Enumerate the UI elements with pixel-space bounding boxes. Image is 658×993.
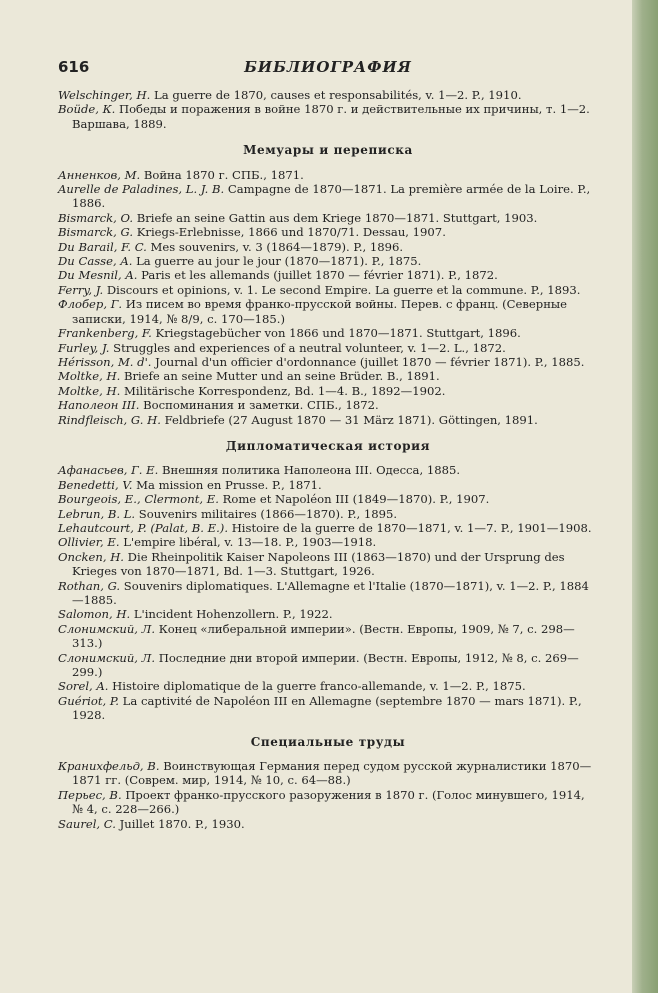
entry-author: Sorel, A. [58,679,109,694]
bibliography-entry [58,694,598,723]
entry-text: La captivité de Napoléon III en Allemagne (septembre 1870 — mars 1871). P., 1928. [72,693,582,723]
entry-author: Rindfleisch, G. H. [58,412,161,427]
entry-text: Souvenirs militaires (1866—1870). P., 1895. [135,506,398,521]
entry-text: Campagne de 1870—1871. La première armée de la Loire. P., 1886. [72,182,591,211]
entry-text: Militärische Korrespondenz, Bd. 1—4. B., 1892—1902. [120,383,446,398]
bibliography-entry [58,240,598,254]
bibliography-entry [58,651,598,680]
entry-author: Ferry, J. [58,282,104,297]
entry-author: Bismarck, O. [58,210,134,225]
entry-author: Furley, J. [58,340,110,355]
bibliography-entry [58,550,598,579]
entry-author: Welschinger, H. [58,88,151,102]
bibliography-entry [58,579,598,608]
entry-text: Feldbriefe (27 August 1870 — 31 März 1871). Göttingen, 1891. [160,412,538,427]
bibliography-entry [58,817,598,831]
bibliography-entry [58,168,598,182]
entry-text: Mes souvenirs, v. 3 (1864—1879). P., 1896. [146,239,404,254]
entry-text: Rome et Napoléon III (1849—1870). P., 1907. [218,492,490,507]
bibliography-entry [58,507,598,521]
entry-author: Слонимский, Л. [58,650,156,665]
entry-author: Frankenberg, F. [58,326,152,341]
entry-author: Moltke, H. [58,369,121,384]
bibliography-entry [58,413,598,427]
entry-text: L'incident Hohenzollern. P., 1922. [130,607,333,622]
bibliography-entry [58,283,598,297]
entry-text: Конец «либеральной империи». (Вестн. Европы, 1909, № 7, с. 298—313.) [72,621,575,651]
entry-text: Histoire diplomatique de la guerre franco-allemande, v. 1—2. P., 1875. [108,679,526,694]
entry-author: Moltke, H. [58,383,121,398]
bibliography-entry [58,759,598,788]
entry-author: Benedetti, V. [58,477,133,492]
bibliography-entry [58,355,598,369]
page-number: 616 [58,58,90,76]
entry-text: Последние дни второй империи. (Вестн. Европы, 1912, № 8, с. 269—299.) [72,650,579,680]
bibliography-entry [58,622,598,651]
section-heading: Мемуары и переписка [243,143,413,158]
entry-author: Oncken, H. [58,549,124,564]
entry-text: Discours et opinions, v. 1. Le second Empire. La guerre et la commune. P., 1893. [103,282,581,297]
bibliography-entry [58,182,598,211]
bibliography-entry [58,297,598,326]
section-heading: Дипломатическая история [225,438,431,453]
entry-author: Афанасьев, Г. Е. [58,463,159,478]
entry-author: Анненков, М. [58,167,141,182]
entry-text: Struggles and experiences of a neutral volunteer, v. 1—2. L., 1872. [109,340,506,355]
entry-text: Journal d'un officier d'ordonnance (juillet 1870 — février 1871). P., 1885. [151,354,585,369]
entry-text: Die Rheinpolitik Kaiser Napoleons III (1863—1870) und der Ursprung des Krieges von 1870—1871, Bd. 1—3. Stuttgart, 1926. [72,549,565,579]
bibliography-entry [58,225,598,239]
entry-text: Из писем во время франко-прусской войны. Перев. с франц. (Северные записки, 1914, № 8/9, с. 170—185.) [72,297,568,326]
entry-text: Воинствующая Германия перед судом русской журналистики 1870—1871 гг. (Соврем. мир, 1914, № 10, с. 64—88.) [72,759,592,788]
bibliography-entry [58,679,598,693]
entry-author: Salomon, H. [58,607,131,622]
entry-author: Lebrun, B. L. [58,506,136,521]
entry-text: La guerre au jour le jour (1870—1871). P., 1875. [132,254,422,269]
bibliography-entry [58,607,598,621]
entry-author: Lehautcourt, P. (Palat, B. E.). [58,520,229,535]
entry-text: Kriegs-Erlebnisse, 1866 und 1870/71. Dessau, 1907. [133,225,446,240]
entry-author: Du Mesnil, A. [58,268,138,283]
entry-text: Воспоминания и заметки. СПБ., 1872. [139,398,379,413]
bibliography-content [58,88,598,831]
bibliography-entry [58,463,598,477]
entry-author: Bismarck, G. [58,225,134,240]
entry-author: Ollivier, E. [58,535,120,550]
entry-author: Saurel, C. [58,816,116,831]
entry-author: Кранихфельд, В. [58,759,160,774]
entry-author: Наполеон III. [58,398,140,413]
entry-text: Внешняя политика Наполеона III. Одесса, 1885. [158,463,461,478]
page-edge [632,0,658,993]
bibliography-entry [58,369,598,383]
entry-text: L'empire libéral, v. 13—18. P., 1903—1918. [119,535,377,550]
entry-author: Boüde, К. [58,102,116,117]
entry-author: Du Barail, F. C. [58,239,147,254]
entry-text: Juillet 1870. P., 1930. [115,816,245,831]
bibliography-entry [58,341,598,355]
entry-author: Du Casse, A. [58,254,133,269]
entry-author: Слонимский, Л. [58,621,156,636]
bibliography-entry [58,521,598,535]
entry-text: Проект франко-прусского разоружения в 1870 г. (Голос минувшего, 1914, № 4, с. 228—266.) [72,787,585,817]
bibliography-entry [58,268,598,282]
bibliography-entry [58,535,598,549]
page-header [58,58,598,80]
entry-author: Hérisson, M. d'. [58,354,152,369]
entry-text: Война 1870 г. СПБ., 1871. [140,167,304,182]
entry-text: Histoire de la guerre de 1870—1871, v. 1—7. P., 1901—1908. [228,520,592,535]
bibliography-entry [58,384,598,398]
entry-author: Rothan, G. [58,578,121,593]
bibliography-entry [58,211,598,225]
bibliography-entry [58,88,598,102]
entry-text: Briefe an seine Mutter und an seine Brüder. B., 1891. [120,369,440,384]
bibliography-entry [58,398,598,412]
entry-text: La guerre de 1870, causes et responsabilités, v. 1—2. P., 1910. [150,88,522,102]
bibliography-entry [58,326,598,340]
entry-text: Победы и поражения в войне 1870 г. и действительные их причины, т. 1—2. Варшава, 1889. [72,102,590,131]
entry-author: Флобер, Г. [58,297,123,312]
bibliography-entry [58,788,598,817]
entry-text: Paris et les allemands (juillet 1870 — février 1871). P., 1872. [137,268,498,283]
bibliography-entry [58,492,598,506]
running-title: БИБЛИОГРАФИЯ [244,58,412,76]
entry-text: Briefe an seine Gattin aus dem Kriege 1870—1871. Stuttgart, 1903. [133,210,538,225]
entry-author: Bourgeois, E., Clermont, E. [58,492,219,507]
entry-text: Kriegstagebücher von 1866 und 1870—1871. Stuttgart, 1896. [151,326,521,341]
entry-author: Guériot, P. [58,693,119,708]
bibliography-entry [58,254,598,268]
bibliography-entry [58,478,598,492]
entry-text: Souvenirs diplomatiques. L'Allemagne et l'Italie (1870—1871), v. 1—2. P., 1884—1885. [72,578,589,607]
bibliography-entry [58,102,598,131]
section-heading: Специальные труды [250,734,406,749]
entry-author: Перьес, В. [58,787,122,802]
entry-text: Ma mission en Prusse. P., 1871. [132,477,322,492]
entry-author: Aurelle de Paladines, L. J. B. [58,182,225,197]
